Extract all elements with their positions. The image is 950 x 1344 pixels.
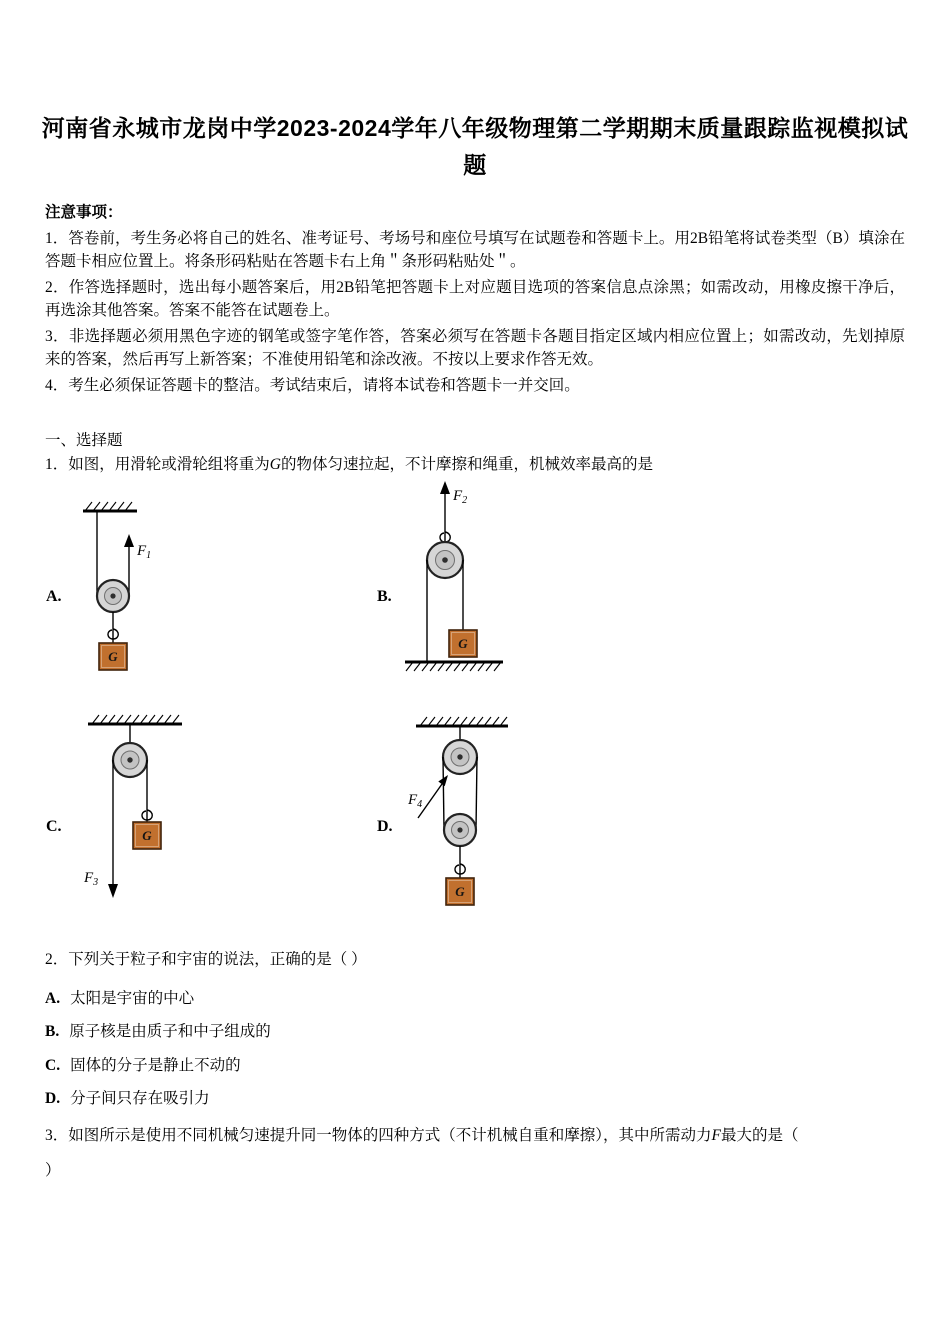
q2-option-d <box>45 1086 210 1108</box>
notice-section <box>45 201 905 400</box>
q2-option-d-letter: D. <box>45 1090 61 1107</box>
ground-hatch-icon <box>405 662 503 671</box>
pulley-diagram-d <box>398 712 533 927</box>
page-title-line1: 河南省永城市龙岗中学2023-2024学年八年级物理第二学期期末质量跟踪监视模拟试 <box>41 115 909 141</box>
q3-close-paren: ） <box>45 1162 61 1179</box>
weight-box <box>133 822 161 849</box>
q2-option-a-text: 太阳是宇宙的中心 <box>70 990 195 1007</box>
ceiling-hatch-icon <box>88 715 182 724</box>
q1-diagram-area <box>0 470 950 950</box>
q2-option-d-text: 分子间只存在吸引力 <box>70 1090 210 1107</box>
q3-variable-f: F <box>711 1127 721 1144</box>
arrow-up-icon <box>124 534 134 547</box>
q3-text-before: 3．如图所示是使用不同机械匀速提升同一物体的四种方式（不计机械自重和摩擦），其中所需动力 <box>45 1127 712 1144</box>
force-label-f4: $F_4$ <box>408 792 423 810</box>
weight-label: G <box>455 884 465 899</box>
weight-label: G <box>458 636 468 651</box>
diagram-option-label-b: B. <box>377 588 392 605</box>
notice-heading: 注意事项： <box>45 204 123 221</box>
diagram-option-label-a: A. <box>46 588 62 605</box>
question-3 <box>45 1118 907 1188</box>
pulley-diagram-a <box>75 493 195 693</box>
pulley-wheel-icon <box>427 542 463 578</box>
pulley-diagram-c <box>82 710 217 910</box>
force-label-f2: $F_2$ <box>453 488 468 506</box>
pulley-diagram-b <box>395 470 515 680</box>
q1-text-after: 的物体匀速拉起，不计摩擦和绳重，机械效率最高的是 <box>280 456 653 473</box>
pulley-wheel-icon <box>97 580 129 612</box>
q3-text-after: 最大的是（ <box>720 1127 799 1144</box>
arrow-up-icon <box>440 481 450 494</box>
diagram-option-label-c: C. <box>46 818 62 835</box>
question-2: 2．下列关于粒子和宇宙的说法，正确的是（ ） <box>45 951 367 968</box>
q2-option-a <box>45 986 194 1008</box>
weight-box <box>449 630 477 657</box>
section-heading: 一、选择题 <box>45 432 123 449</box>
page-title-line2: 题 <box>463 152 487 178</box>
q2-option-c <box>45 1053 241 1075</box>
force-label-f1: $F_1$ <box>137 543 152 561</box>
rope-segment <box>443 757 444 830</box>
weight-box <box>99 643 127 670</box>
q1-text-before: 1．如图，用滑轮或滑轮组将重为 <box>45 456 270 473</box>
rope-segment <box>476 757 477 830</box>
q2-option-b-letter: B. <box>45 1023 60 1040</box>
q2-option-b <box>45 1019 271 1041</box>
ceiling-hatch-icon <box>416 717 508 726</box>
q2-option-a-letter: A. <box>45 990 61 1007</box>
fixed-pulley-wheel-icon <box>443 740 477 774</box>
notice-item: 3．非选择题必须用黑色字迹的钢笔或签字笔作答，答案必须写在答题卡各题目指定区域内相应位置上；如需改动，先划掉原来的答案，然后再写上新答案；不准使用铅笔和涂改液。不按以上要求作答无效。 <box>45 328 905 368</box>
weight-label: G <box>142 828 152 843</box>
q2-option-c-letter: C. <box>45 1057 61 1074</box>
ceiling-hatch-icon <box>83 502 137 511</box>
notice-item: 2．作答选择题时，选出每小题答案后，用2B铅笔把答题卡上对应题目选项的答案信息点涂黑；如需改动，用橡皮擦干净后，再选涂其他答案。答案不能答在试题卷上。 <box>45 279 905 319</box>
q2-option-c-text: 固体的分子是静止不动的 <box>70 1057 241 1074</box>
arrow-down-icon <box>108 884 118 898</box>
weight-box <box>446 878 474 905</box>
pulley-wheel-icon <box>113 743 147 777</box>
q1-variable-g: G <box>269 456 281 473</box>
q2-option-b-text: 原子核是由质子和中子组成的 <box>69 1023 271 1040</box>
diagram-option-label-d: D. <box>377 818 393 835</box>
page-title <box>40 110 910 184</box>
notice-item: 1．答卷前，考生务必将自己的姓名、准考证号、考场号和座位号填写在试题卷和答题卡上。用2B铅笔将试卷类型（B）填涂在答题卡相应位置上。将条形码粘贴在答题卡右上角＂条形码粘贴处＂。 <box>45 230 905 270</box>
notice-item: 4．考生必须保证答题卡的整洁。考试结束后，请将本试卷和答题卡一并交回。 <box>45 377 580 394</box>
weight-label: G <box>108 649 118 664</box>
force-label-f3: $F_3$ <box>84 870 99 888</box>
movable-pulley-wheel-icon <box>444 814 476 846</box>
